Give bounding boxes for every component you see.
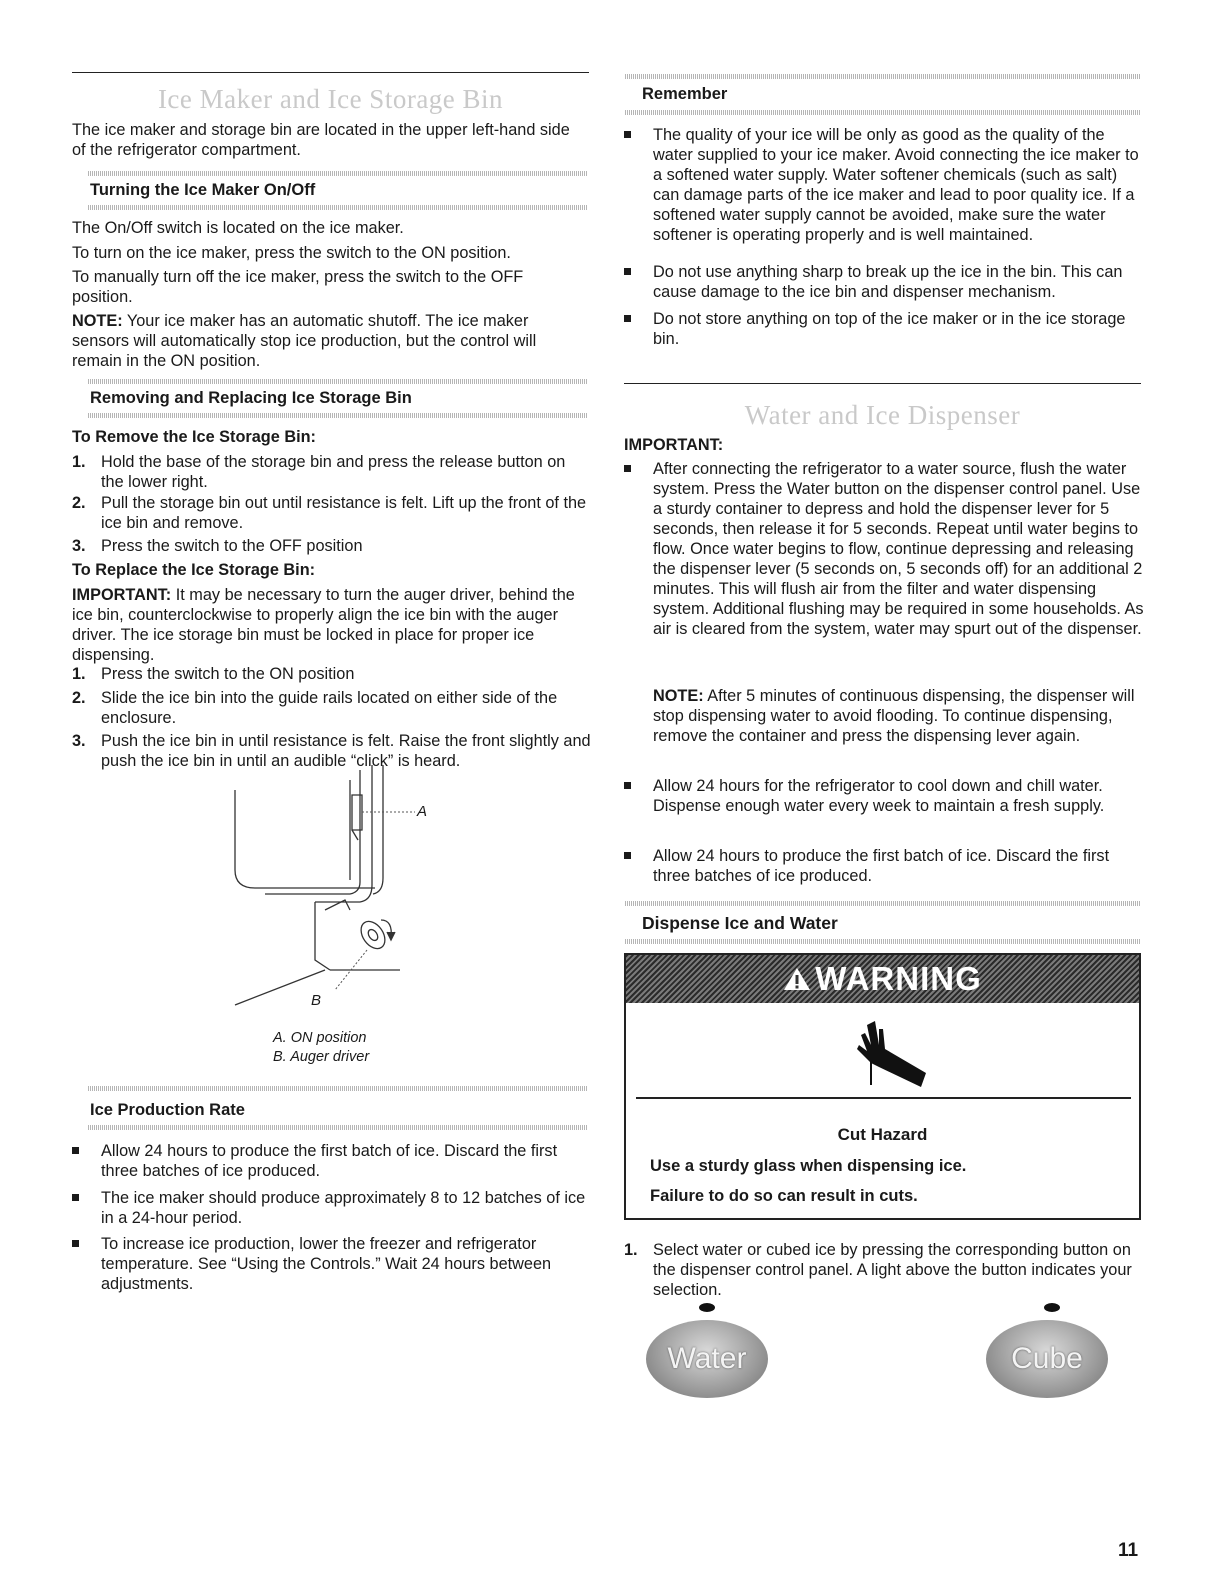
remove-heading: To Remove the Ice Storage Bin: (72, 428, 316, 446)
alert-triangle-icon (783, 966, 811, 992)
water-button[interactable] (646, 1320, 768, 1398)
remove-step-2: 2. Pull the storage bin out until resistance is felt. Lift up the front of the ice bin and remove. (72, 494, 587, 532)
replace-important: IMPORTANT: It may be necessary to turn the auger driver, behind the ice bin, counterclockwise to properly align the ice bin with the auger driver. The ice storage bin must be locked in place for proper ice dispensing. (72, 586, 575, 664)
cut-hand-icon (851, 1015, 931, 1090)
water-button-label: Water (667, 1342, 747, 1375)
dispenser-item-1: After connecting the refrigerator to a water source, flush the water system. Press the Water button on the dispenser control panel. Use a sturdy container to depress and hold the dispenser lever for 5 seconds, then release it for 5 seconds. Repeat until water begins to flow. Once water begins to flow, continue depressing and releasing the dispenser lever (5 seconds on, 5 seconds off) for an additional 2 minutes. This will flush air from the filter and water dispensing system. Additional flushing may be required in some households. As air is cleared from the system, water may spurt out of the dispenser. (624, 459, 1144, 639)
replace-step-2: 2. Slide the ice bin into the guide rails located on either side of the enclosure. (72, 689, 558, 727)
warning-box (624, 953, 1141, 1220)
water-indicator-light (699, 1303, 715, 1312)
warning-banner (626, 955, 1139, 1003)
remember-item-1: The quality of your ice will be only as good as the quality of the water supplied to your ice maker. Avoid connecting the ice maker to a softened water supply. Water softener chemicals (such as salt) can damage parts of the ice maker and lead to poor quality ice. If a softened water supply cannot be avoided, make sure the water softener is operating properly and is well maintained. (624, 125, 1144, 245)
onoff-p3: To manually turn off the ice maker, press the switch to the OFF position. (72, 268, 524, 306)
figure-label-a: A (417, 803, 428, 820)
remember-heading: Remember (642, 85, 728, 103)
replace-heading: To Replace the Ice Storage Bin: (72, 561, 316, 579)
onoff-note: NOTE: Your ice maker has an automatic shutoff. The ice maker sensors will automatically stop ice production, but the control will remain in the ON position. (72, 312, 537, 370)
rate-heading: Ice Production Rate (90, 1101, 245, 1119)
section-title-ice-maker: Ice Maker and Ice Storage Bin (157, 84, 504, 114)
cube-button[interactable] (986, 1320, 1108, 1398)
replace-step-1: 1. Press the switch to the ON position (72, 665, 355, 683)
section-title-dispenser: Water and Ice Dispenser (744, 400, 1021, 430)
rate-item-2: The ice maker should produce approximately 8 to 12 batches of ice in a 24-hour period. (72, 1188, 587, 1228)
hazard-line-1: Use a sturdy glass when dispensing ice. (650, 1157, 967, 1175)
remove-step-1: 1. Hold the base of the storage bin and press the release button on the lower right. (72, 453, 566, 491)
dispenser-item-3: Allow 24 hours to produce the first batch of ice. Discard the first three batches of ice produced. (624, 846, 1144, 886)
dispenser-important: IMPORTANT: (624, 436, 724, 454)
replace-step-3: 3. Push the ice bin in until resistance is felt. Raise the front slightly and push the ice bin in until an audible “click” is heard. (72, 732, 591, 770)
cube-button-label: Cube (1011, 1342, 1083, 1375)
bin-heading: Removing and Replacing Ice Storage Bin (90, 389, 412, 407)
dispenser-item-2: Allow 24 hours for the refrigerator to cool down and chill water. Dispense enough water every week to maintain a fresh supply. (624, 776, 1144, 816)
hazard-title: Cut Hazard (837, 1125, 928, 1144)
caption-a: A. ON position (273, 1030, 367, 1046)
ice-bin-diagram (225, 760, 435, 1020)
onoff-p1: The On/Off switch is located on the ice maker. (72, 219, 404, 237)
rate-item-3: To increase ice production, lower the freezer and refrigerator temperature. See “Using the Controls.” Wait 24 hours between adjustments. (72, 1234, 587, 1294)
onoff-heading: Turning the Ice Maker On/Off (90, 181, 316, 199)
page-number: 11 (1118, 1540, 1139, 1561)
onoff-p2: To turn on the ice maker, press the switch to the ON position. (72, 244, 511, 262)
dispense-heading: Dispense Ice and Water (642, 913, 838, 933)
intro-paragraph: The ice maker and storage bin are located in the upper left-hand side of the refrigerator compartment. (72, 121, 570, 159)
warning-title: WARNING (815, 960, 982, 997)
remember-item-2: Do not use anything sharp to break up the ice in the bin. This can cause damage to the ice bin and dispenser mechanism. (624, 262, 1144, 302)
hazard-line-2: Failure to do so can result in cuts. (650, 1187, 918, 1205)
dispenser-note: NOTE: After 5 minutes of continuous dispensing, the dispenser will stop dispensing water to avoid flooding. To continue dispensing, remove the container and press the dispensing lever again. (653, 687, 1135, 745)
figure-label-b: B (311, 992, 322, 1009)
remember-item-3: Do not store anything on top of the ice maker or in the ice storage bin. (624, 309, 1144, 349)
dispense-step-1: 1. Select water or cubed ice by pressing the corresponding button on the dispenser control panel. A light above the button indicates your selection. (624, 1241, 1132, 1299)
remove-step-3: 3. Press the switch to the OFF position (72, 537, 363, 555)
cube-indicator-light (1044, 1303, 1060, 1312)
rate-item-1: Allow 24 hours to produce the first batch of ice. Discard the first three batches of ice produced. (72, 1141, 587, 1181)
caption-b: B. Auger driver (273, 1049, 370, 1065)
